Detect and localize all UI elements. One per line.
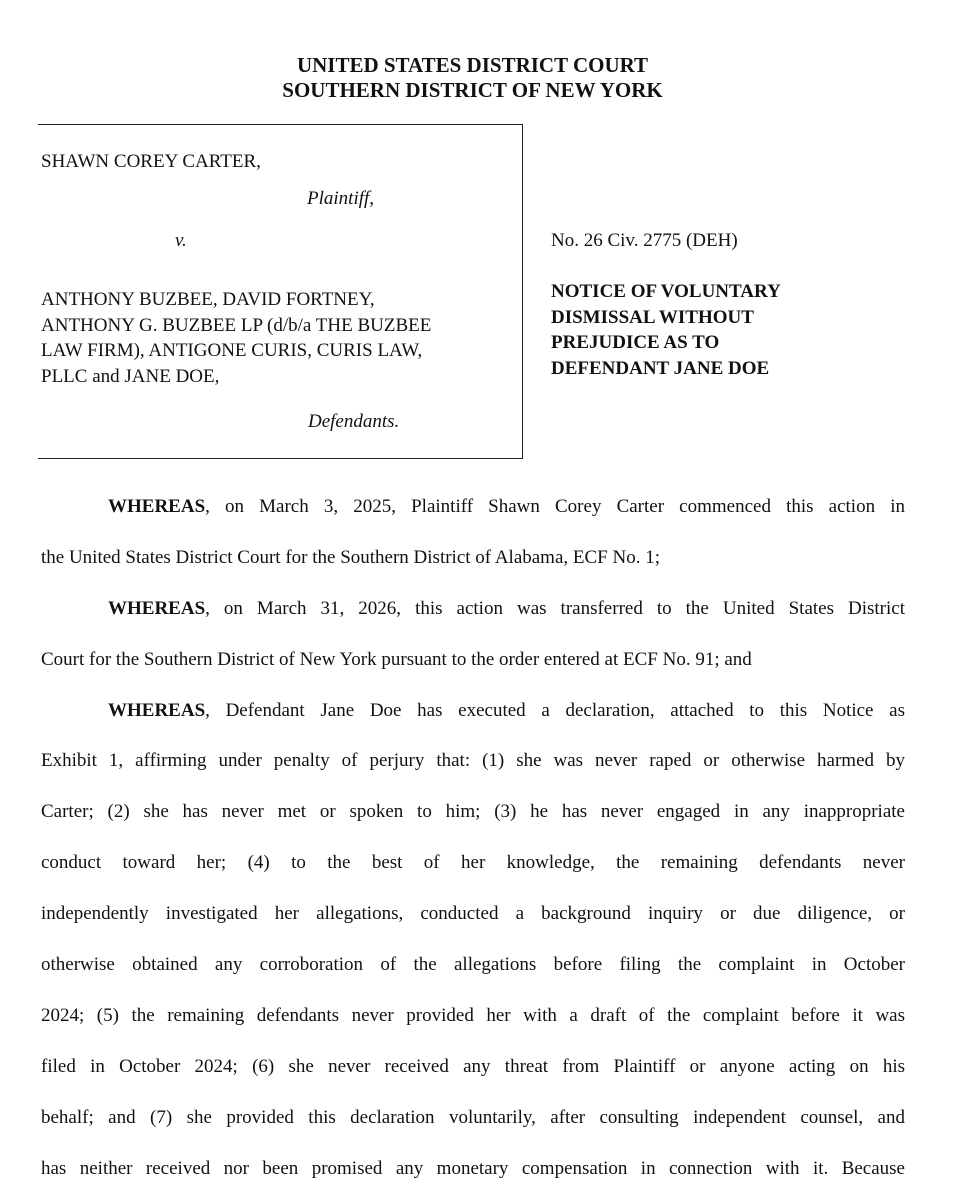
body-line-text: the United States District Court for the Southern District of Alabama, ECF No. 1; xyxy=(41,546,660,568)
body-line-text: , on March 3, 2025, Plaintiff Shawn Corey Carter commenced this action in xyxy=(205,496,905,517)
plaintiff-name: SHAWN COREY CARTER, xyxy=(41,151,261,172)
body-line-text: independently investigated her allegations, conducted a background inquiry or due diligence, or xyxy=(41,903,905,925)
court-heading-line-2: SOUTHERN DISTRICT OF NEW YORK xyxy=(282,78,663,102)
defendants-names xyxy=(41,287,431,389)
body-line xyxy=(41,584,905,635)
defendants-line: ANTHONY BUZBEE, DAVID FORTNEY, xyxy=(41,289,375,310)
document-title-line: DISMISSAL WITHOUT xyxy=(551,306,754,328)
body-line xyxy=(41,940,905,991)
body-line xyxy=(41,482,905,533)
body-line xyxy=(41,736,905,787)
body-line xyxy=(41,533,905,584)
defendants-line: LAW FIRM), ANTIGONE CURIS, CURIS LAW, xyxy=(41,340,423,361)
defendants-line: ANTHONY G. BUZBEE LP (d/b/a THE BUZBEE xyxy=(41,314,432,336)
whereas-keyword: WHEREAS xyxy=(108,699,206,721)
body-line-text: filed in October 2024; (6) she never received any threat from Plaintiff or anyone acting on his xyxy=(41,1055,905,1077)
body-line xyxy=(41,889,905,940)
document-title-line: DEFENDANT JANE DOE xyxy=(551,357,770,379)
plaintiff-designation: Plaintiff, xyxy=(307,188,375,209)
whereas-keyword: WHEREAS xyxy=(108,496,206,517)
document-title-line: NOTICE OF VOLUNTARY xyxy=(551,281,781,302)
body-line-text: has neither received nor been promised any monetary compensation in connection with it. Because xyxy=(41,1157,905,1179)
body-line-text: otherwise obtained any corroboration of the allegations before filing the complaint in October xyxy=(41,954,905,976)
case-number: No. 26 Civ. 2775 (DEH) xyxy=(551,230,738,251)
body-line-text: conduct toward her; (4) to the best of her knowledge, the remaining defendants never xyxy=(41,852,905,874)
body-line xyxy=(41,991,905,1042)
defendants-designation: Defendants. xyxy=(308,411,400,432)
body-line-text: , Defendant Jane Doe has executed a declaration, attached to this Notice as xyxy=(205,699,905,721)
body-text xyxy=(41,482,905,1194)
court-heading-line-1: UNITED STATES DISTRICT COURT xyxy=(296,53,649,77)
body-line xyxy=(41,635,905,686)
body-line xyxy=(41,1093,905,1144)
body-line xyxy=(41,686,905,737)
body-line xyxy=(41,1144,905,1195)
body-line-text: Exhibit 1, affirming under penalty of perjury that: (1) she was never raped or otherwise harmed by xyxy=(41,750,905,772)
court-heading xyxy=(0,53,945,103)
body-line xyxy=(41,838,905,889)
body-line-text: behalf; and (7) she provided this declaration voluntarily, after consulting independent counsel, and xyxy=(41,1106,905,1128)
body-line-text: Court for the Southern District of New York pursuant to the order entered at ECF No. 91; and xyxy=(41,648,752,670)
body-line xyxy=(41,1042,905,1093)
body-line-text: , on March 31, 2026, this action was transferred to the United States District xyxy=(205,597,905,619)
whereas-keyword: WHEREAS xyxy=(108,597,206,619)
body-line-text: Carter; (2) she has never met or spoken to him; (3) he has never engaged in any inappropriate xyxy=(41,801,905,823)
defendants-line: PLLC and JANE DOE, xyxy=(41,365,220,387)
versus-label: v. xyxy=(175,230,187,251)
body-line-text: 2024; (5) the remaining defendants never provided her with a draft of the complaint before it was xyxy=(41,1004,905,1026)
document-title-line: PREJUDICE AS TO xyxy=(551,332,720,353)
body-line xyxy=(41,787,905,838)
document-title xyxy=(551,279,781,381)
